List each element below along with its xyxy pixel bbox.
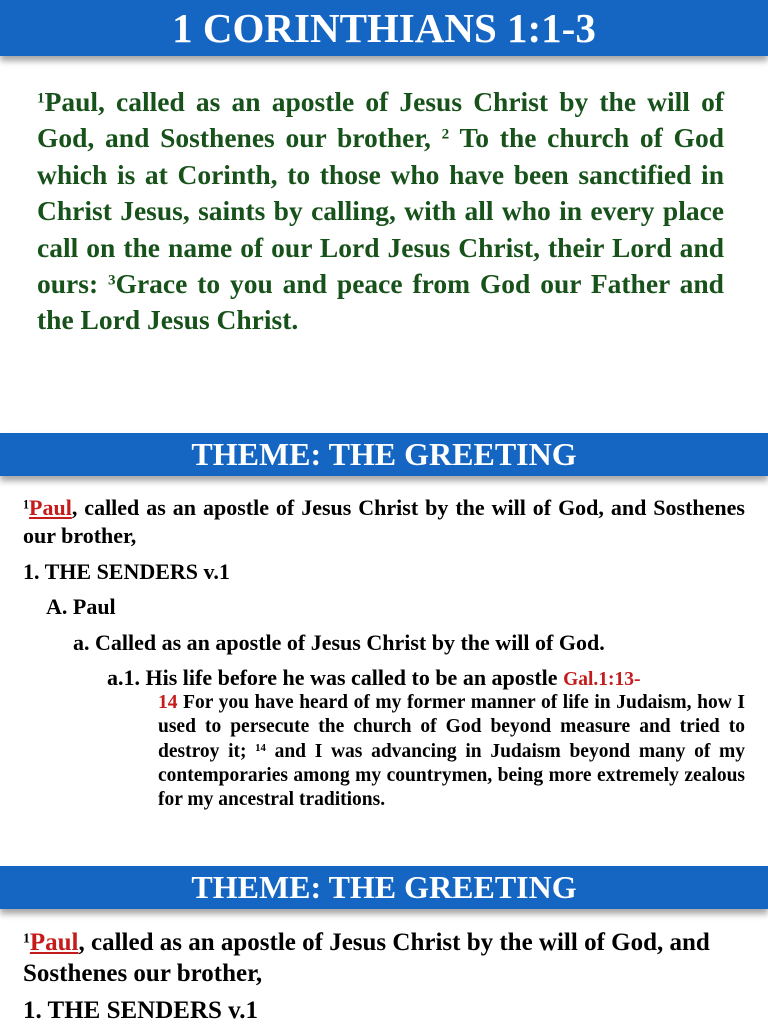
theme-banner bbox=[0, 866, 768, 909]
verse-number: 3 bbox=[108, 272, 116, 289]
theme-banner bbox=[0, 433, 768, 476]
theme-title: THEME: THE GREETING bbox=[191, 869, 577, 905]
scripture-passage bbox=[37, 84, 724, 339]
highlighted-name: Paul bbox=[29, 495, 72, 520]
verse-2-text: To the church of God which is at Corinth, to those who have been sanctified in Christ Jesus, saints by calling, with all who in every place call on the name of our Lord Jesus Christ, their Lord and ours: bbox=[37, 122, 724, 300]
galatians-text-1: For you have heard of my former manner of life in Judaism, how I used to persecute the church of God beyond measure and tried to destroy it; bbox=[158, 692, 746, 762]
scripture-reference-start: Gal.1:13- bbox=[563, 669, 641, 690]
verse-3-text: Grace to you and peace from God our Father and the Lord Jesus Christ. bbox=[37, 268, 724, 336]
outline-heading: 1. THE SENDERS v.1 bbox=[23, 559, 230, 584]
verse-quote-text: , called as an apostle of Jesus Christ by the will of God, and Sosthenes our brother, bbox=[23, 495, 745, 548]
outline-point-a-sub: a. Called as an apostle of Jesus Christ by the will of God. bbox=[73, 630, 605, 655]
verse-number: 1 bbox=[37, 90, 45, 107]
verse-number: 2 bbox=[441, 127, 450, 144]
slide-title: 1 CORINTHIANS 1:1-3 bbox=[172, 5, 596, 51]
scripture-reference-end: 14 bbox=[158, 692, 178, 713]
theme-title: THEME: THE GREETING bbox=[191, 436, 577, 472]
outline-heading: 1. THE SENDERS v.1 bbox=[23, 997, 259, 1024]
verse-quote bbox=[23, 494, 745, 550]
outline-point-a1-text: a.1. His life before he was called to be an apostle bbox=[107, 665, 564, 690]
galatians-quote bbox=[158, 691, 745, 812]
slide-title-banner bbox=[0, 0, 768, 56]
outline-point-a: A. Paul bbox=[46, 594, 116, 619]
verse-1-text: Paul, called as an apostle of Jesus Christ by the will of God, and Sosthenes our brother, bbox=[37, 86, 724, 154]
verse-quote-text: , called as an apostle of Jesus Christ by the will of God, and Sosthenes our brother, bbox=[23, 929, 710, 987]
verse-number: 14 bbox=[255, 741, 266, 754]
verse-number: 1 bbox=[23, 497, 30, 512]
highlighted-name: Paul bbox=[29, 929, 79, 956]
verse-quote bbox=[23, 927, 745, 989]
verse-number: 1 bbox=[23, 930, 30, 946]
galatians-text-2: and I was advancing in Judaism beyond many of my contemporaries among my countrymen, being more extremely zealous for my ancestral traditions. bbox=[158, 740, 746, 811]
outline-point-a1 bbox=[107, 665, 641, 691]
